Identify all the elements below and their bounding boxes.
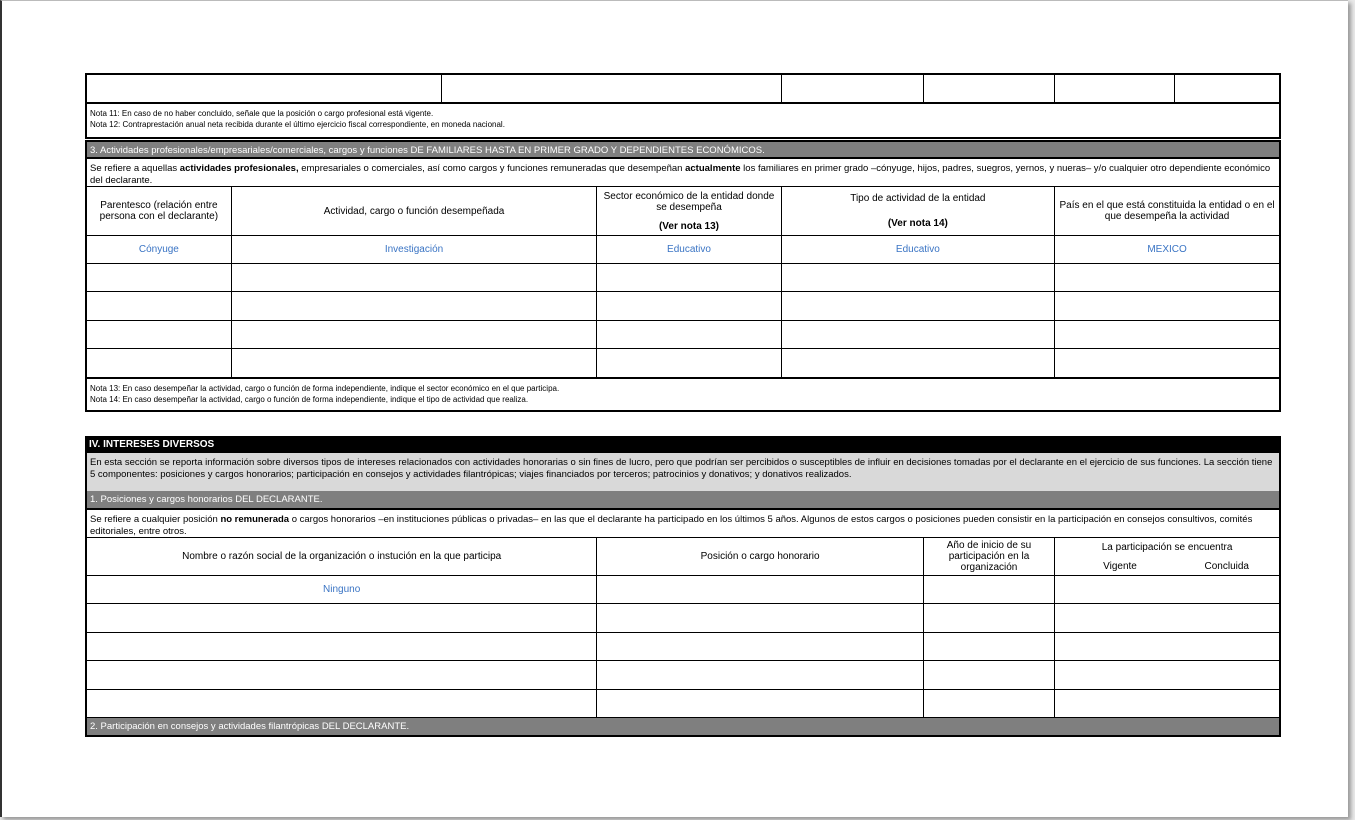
empty-cell[interactable] bbox=[1055, 264, 1280, 292]
empty-cell[interactable] bbox=[86, 321, 231, 349]
table-row bbox=[86, 576, 1280, 604]
desc-bold: actualmente bbox=[685, 163, 741, 174]
cell-tipo[interactable]: Educativo bbox=[781, 236, 1054, 264]
section-4-title: IV. INTERESES DIVERSOS bbox=[85, 436, 1281, 453]
empty-cell[interactable] bbox=[1055, 690, 1280, 718]
subsection-1-title: 1. Posiciones y cargos honorarios DEL DECLARANTE. bbox=[85, 491, 1281, 508]
empty-cell[interactable] bbox=[86, 604, 597, 633]
cell-actividad[interactable]: Investigación bbox=[231, 236, 597, 264]
desc-bold: no remunerada bbox=[220, 514, 290, 525]
desc-text: Se refiere a aquellas bbox=[90, 163, 180, 174]
empty-cell[interactable] bbox=[597, 264, 781, 292]
section-4 bbox=[85, 436, 1281, 737]
empty-cell[interactable] bbox=[231, 349, 597, 378]
empty-cell[interactable] bbox=[781, 321, 1054, 349]
empty-cell[interactable] bbox=[597, 292, 781, 321]
header-actividad: Actividad, cargo o función desempeñada bbox=[231, 187, 597, 236]
prev-cell bbox=[1055, 74, 1175, 103]
desc-text: los familiares en primer grado –cónyuge, hijos, padres, suegros, yernos, y nueras– y/o cualquier otro dependiente económico del declarante. bbox=[90, 163, 1271, 186]
notes-11-12 bbox=[85, 104, 1281, 139]
cell-nombre[interactable]: Ninguno bbox=[86, 576, 597, 604]
empty-cell[interactable] bbox=[86, 690, 597, 718]
empty-cell[interactable] bbox=[597, 690, 924, 718]
desc-bold: actividades profesionales, bbox=[179, 163, 299, 174]
table-row bbox=[86, 349, 1280, 378]
subsection-1-description bbox=[85, 508, 1281, 537]
empty-cell[interactable] bbox=[923, 633, 1054, 661]
empty-cell[interactable] bbox=[86, 633, 597, 661]
section-3-title: 3. Actividades profesionales/empresariales/comerciales, cargos y funciones DE FAMILIARES HASTA EN PRIMER GRADO Y DEPENDIENTES ECONÓMICOS. bbox=[85, 140, 1281, 157]
note-12: Nota 12: Contraprestación anual neta recibida durante el último ejercicio fiscal correspondiente, en moneda nacional. bbox=[90, 120, 505, 129]
previous-table bbox=[85, 73, 1281, 104]
empty-cell[interactable] bbox=[86, 292, 231, 321]
empty-cell[interactable] bbox=[597, 349, 781, 378]
section-3 bbox=[85, 140, 1281, 412]
honorary-positions-table bbox=[85, 537, 1281, 718]
cell-pais[interactable]: MEXICO bbox=[1055, 236, 1280, 264]
header-participacion-options bbox=[1059, 561, 1275, 572]
notes-13-14 bbox=[85, 378, 1281, 412]
header-anio: Año de inicio de su participación en la organización bbox=[923, 538, 1054, 576]
empty-cell[interactable] bbox=[86, 349, 231, 378]
empty-cell[interactable] bbox=[597, 661, 924, 690]
header-sector-note: (Ver nota 13) bbox=[658, 220, 719, 232]
prev-cell bbox=[1175, 74, 1280, 103]
desc-text: o cargos honorarios –en instituciones públicas o privadas– en las que el declarante ha participado en los últimos 5 años. Algunos de estos cargos o posiciones pueden consistir en la participación en consejos consultivos, comités editoriales, entre otros. bbox=[90, 514, 1253, 537]
note-11: Nota 11: En caso de no haber concluido, señale que la posición o cargo profesional está vigente. bbox=[90, 109, 434, 118]
header-participacion bbox=[1055, 538, 1280, 576]
prev-cell bbox=[86, 74, 442, 103]
empty-cell[interactable] bbox=[923, 576, 1054, 604]
empty-cell[interactable] bbox=[597, 321, 781, 349]
header-concluida: Concluida bbox=[1204, 560, 1249, 572]
table-row bbox=[86, 236, 1280, 264]
empty-cell[interactable] bbox=[923, 661, 1054, 690]
table-row bbox=[86, 321, 1280, 349]
table-row bbox=[86, 292, 1280, 321]
empty-cell[interactable] bbox=[1055, 292, 1280, 321]
empty-cell[interactable] bbox=[1055, 349, 1280, 378]
desc-text: Se refiere a cualquier posición bbox=[90, 514, 221, 525]
cell-sector[interactable]: Educativo bbox=[597, 236, 781, 264]
header-sector bbox=[597, 187, 781, 236]
table-row bbox=[86, 690, 1280, 718]
empty-cell[interactable] bbox=[923, 690, 1054, 718]
family-activities-table bbox=[85, 186, 1281, 378]
table-row bbox=[86, 661, 1280, 690]
note-14: Nota 14: En caso desempeñar la actividad, cargo o función de forma independiente, indique el tipo de actividad que realiza. bbox=[90, 395, 529, 404]
note-13: Nota 13: En caso desempeñar la actividad, cargo o función de forma independiente, indique el sector económico en el que participa. bbox=[90, 384, 560, 393]
header-pais: País en el que está constituida la entidad o en el que desempeña la actividad bbox=[1055, 187, 1280, 236]
empty-cell[interactable] bbox=[86, 661, 597, 690]
table-row bbox=[86, 604, 1280, 633]
table-row bbox=[86, 264, 1280, 292]
header-vigente: Vigente bbox=[1103, 560, 1137, 572]
empty-cell[interactable] bbox=[781, 264, 1054, 292]
previous-table-block bbox=[85, 73, 1281, 139]
section-3-description bbox=[85, 157, 1281, 186]
empty-cell[interactable] bbox=[231, 292, 597, 321]
empty-cell[interactable] bbox=[231, 264, 597, 292]
empty-cell[interactable] bbox=[1055, 661, 1280, 690]
header-nombre: Nombre o razón social de la organización o instución en la que participa bbox=[86, 538, 597, 576]
table-row bbox=[86, 633, 1280, 661]
header-parentesco: Parentesco (relación entre persona con el declarante) bbox=[86, 187, 231, 236]
empty-cell[interactable] bbox=[1055, 633, 1280, 661]
empty-cell[interactable] bbox=[231, 321, 597, 349]
header-posicion: Posición o cargo honorario bbox=[597, 538, 924, 576]
prev-cell bbox=[923, 74, 1054, 103]
empty-cell[interactable] bbox=[597, 576, 924, 604]
empty-cell[interactable] bbox=[597, 633, 924, 661]
prev-cell bbox=[442, 74, 782, 103]
empty-cell[interactable] bbox=[1055, 321, 1280, 349]
empty-cell[interactable] bbox=[597, 604, 924, 633]
table-header-row bbox=[86, 187, 1280, 236]
empty-cell[interactable] bbox=[1055, 604, 1280, 633]
section-4-intro: En esta sección se reporta información sobre diversos tipos de intereses relacionados con actividades honorarias o sin fines de lucro, pero que podrían ser percibidos o susceptibles de influir en decisiones tomadas por el declarante en el ejercicio de sus funciones. La sección tiene 5 componentes: posiciones y cargos honorarios; participación en consejos y actividades filantrópicas; viajes financiados por terceros; patrocinios y donativos; y donativos realizados. bbox=[85, 453, 1281, 491]
empty-cell[interactable] bbox=[781, 349, 1054, 378]
empty-cell[interactable] bbox=[781, 292, 1054, 321]
header-tipo-note: (Ver nota 14) bbox=[887, 218, 948, 229]
header-tipo-label: Tipo de actividad de la entidad bbox=[850, 193, 986, 204]
header-participacion-label: La participación se encuentra bbox=[1101, 541, 1233, 553]
prev-cell-blank bbox=[781, 74, 923, 103]
table-header-row bbox=[86, 538, 1280, 576]
empty-cell[interactable] bbox=[923, 604, 1054, 633]
cell-parentesco[interactable]: Cónyuge bbox=[86, 236, 231, 264]
subsection-2-title: 2. Participación en consejos y actividades filantrópicas DEL DECLARANTE. bbox=[85, 718, 1281, 737]
desc-text: empresariales o comerciales, así como cargos y funciones remuneradas que desempeñan bbox=[298, 163, 686, 174]
empty-cell[interactable] bbox=[86, 264, 231, 292]
header-sector-label: Sector económico de la entidad donde se desempeña bbox=[603, 190, 775, 213]
empty-cell[interactable] bbox=[1055, 576, 1280, 604]
header-tipo bbox=[781, 187, 1054, 236]
